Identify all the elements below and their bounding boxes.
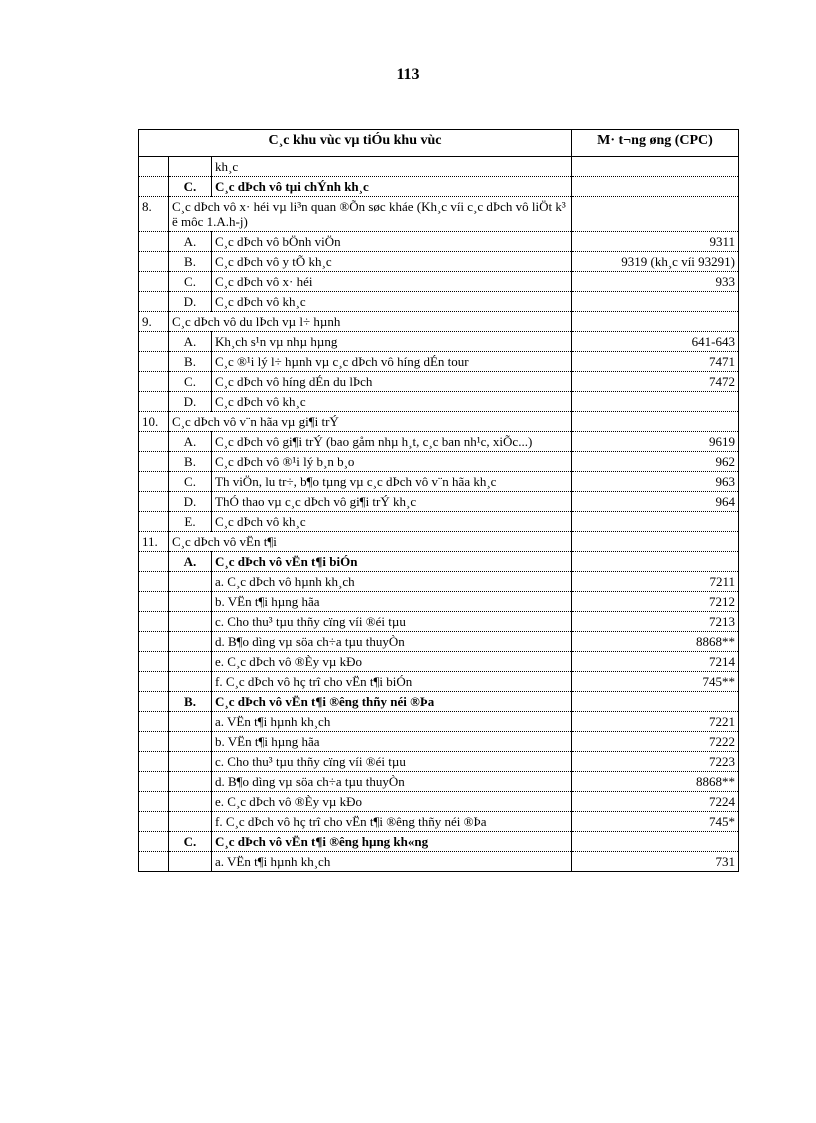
row-number bbox=[139, 232, 169, 252]
table-row bbox=[139, 252, 739, 272]
table-row bbox=[139, 572, 739, 592]
row-letter: A. bbox=[169, 552, 212, 572]
row-number bbox=[139, 792, 169, 812]
row-name: C¸c ®¹i lý l÷ hµnh vµ c¸c dÞch vô híng dÉn tour bbox=[212, 352, 572, 372]
table-row bbox=[139, 492, 739, 512]
row-letter bbox=[169, 792, 212, 812]
row-name: C¸c dÞch vô ®¹i lý b¸n b¸o bbox=[212, 452, 572, 472]
row-number bbox=[139, 432, 169, 452]
row-name: b. VËn t¶i hµng hãa bbox=[212, 592, 572, 612]
table-row bbox=[139, 197, 739, 232]
row-number bbox=[139, 472, 169, 492]
row-cpc-code: 7212 bbox=[572, 592, 739, 612]
table-row bbox=[139, 592, 739, 612]
row-letter: B. bbox=[169, 692, 212, 712]
row-cpc-code bbox=[572, 157, 739, 177]
cpc-table bbox=[138, 129, 739, 872]
row-number: 10. bbox=[139, 412, 169, 432]
row-number bbox=[139, 732, 169, 752]
table-row bbox=[139, 352, 739, 372]
row-letter bbox=[169, 712, 212, 732]
row-letter: C. bbox=[169, 832, 212, 852]
row-number bbox=[139, 492, 169, 512]
table-row bbox=[139, 412, 739, 432]
table-row bbox=[139, 452, 739, 472]
row-number bbox=[139, 692, 169, 712]
table-row bbox=[139, 472, 739, 492]
table-row bbox=[139, 792, 739, 812]
row-number bbox=[139, 772, 169, 792]
row-cpc-code bbox=[572, 532, 739, 552]
table-row bbox=[139, 312, 739, 332]
row-number bbox=[139, 512, 169, 532]
row-name: f. C¸c dÞch vô hç trî cho vËn t¶i biÓn bbox=[212, 672, 572, 692]
row-number bbox=[139, 272, 169, 292]
row-letter: B. bbox=[169, 252, 212, 272]
row-name: C¸c dÞch vô híng dÉn du lÞch bbox=[212, 372, 572, 392]
table-row bbox=[139, 852, 739, 872]
row-number bbox=[139, 612, 169, 632]
table-row bbox=[139, 292, 739, 312]
header-cpc: M· t¬ng øng (CPC) bbox=[572, 130, 739, 157]
table-row bbox=[139, 432, 739, 452]
row-name: kh¸c bbox=[212, 157, 572, 177]
table-row bbox=[139, 672, 739, 692]
row-cpc-code: 933 bbox=[572, 272, 739, 292]
table-row bbox=[139, 512, 739, 532]
table-row bbox=[139, 177, 739, 197]
row-name: C¸c dÞch vô tµi chÝnh kh¸c bbox=[212, 177, 572, 197]
row-cpc-code bbox=[572, 552, 739, 572]
table-header-row bbox=[139, 130, 739, 157]
row-letter bbox=[169, 812, 212, 832]
row-number bbox=[139, 632, 169, 652]
table-row bbox=[139, 332, 739, 352]
row-number bbox=[139, 452, 169, 472]
row-letter bbox=[169, 157, 212, 177]
row-name: c. Cho thu³ tµu thñy cïng víi ®éi tµu bbox=[212, 612, 572, 632]
row-cpc-code bbox=[572, 292, 739, 312]
row-letter: B. bbox=[169, 352, 212, 372]
row-cpc-code: 9319 (kh¸c víi 93291) bbox=[572, 252, 739, 272]
row-number bbox=[139, 652, 169, 672]
row-letter bbox=[169, 592, 212, 612]
row-number: 8. bbox=[139, 197, 169, 232]
row-name: C¸c dÞch vô gi¶i trÝ (bao gåm nhµ h¸t, c¸c ban nh¹c, xiÕc...) bbox=[212, 432, 572, 452]
table-row bbox=[139, 692, 739, 712]
row-letter: D. bbox=[169, 492, 212, 512]
row-cpc-code: 7224 bbox=[572, 792, 739, 812]
row-letter bbox=[169, 772, 212, 792]
row-cpc-code: 9311 bbox=[572, 232, 739, 252]
row-name: b. VËn t¶i hµng hãa bbox=[212, 732, 572, 752]
row-letter bbox=[169, 632, 212, 652]
row-name: Kh¸ch s¹n vµ nhµ hµng bbox=[212, 332, 572, 352]
row-letter bbox=[169, 652, 212, 672]
row-cpc-code: 7221 bbox=[572, 712, 739, 732]
table-row bbox=[139, 812, 739, 832]
row-cpc-code bbox=[572, 312, 739, 332]
row-number bbox=[139, 177, 169, 197]
row-name: f. C¸c dÞch vô hç trî cho vËn t¶i ®êng thñy néi ®Þa bbox=[212, 812, 572, 832]
row-cpc-code: 7223 bbox=[572, 752, 739, 772]
table-row bbox=[139, 752, 739, 772]
row-name: C¸c dÞch vô y tÕ kh¸c bbox=[212, 252, 572, 272]
row-cpc-code: 7213 bbox=[572, 612, 739, 632]
table-row bbox=[139, 532, 739, 552]
table-row bbox=[139, 652, 739, 672]
row-letter: A. bbox=[169, 432, 212, 452]
row-letter bbox=[169, 672, 212, 692]
table-row bbox=[139, 372, 739, 392]
row-cpc-code: 745** bbox=[572, 672, 739, 692]
row-letter: C. bbox=[169, 372, 212, 392]
page-number: 113 bbox=[396, 66, 420, 83]
row-number bbox=[139, 552, 169, 572]
row-name: a. VËn t¶i hµnh kh¸ch bbox=[212, 852, 572, 872]
row-name: d. B¶o dìng vµ söa ch÷a tµu thuyÒn bbox=[212, 632, 572, 652]
row-cpc-code: 963 bbox=[572, 472, 739, 492]
table-row bbox=[139, 732, 739, 752]
row-cpc-code bbox=[572, 177, 739, 197]
row-cpc-code bbox=[572, 512, 739, 532]
row-cpc-code bbox=[572, 692, 739, 712]
table-row bbox=[139, 232, 739, 252]
row-number: 9. bbox=[139, 312, 169, 332]
row-number bbox=[139, 592, 169, 612]
row-cpc-code: 641-643 bbox=[572, 332, 739, 352]
row-letter: E. bbox=[169, 512, 212, 532]
row-cpc-code bbox=[572, 832, 739, 852]
row-cpc-code: 7211 bbox=[572, 572, 739, 592]
row-number bbox=[139, 332, 169, 352]
row-name: C¸c dÞch vô v¨n hãa vµ gi¶i trÝ bbox=[169, 412, 572, 432]
row-cpc-code bbox=[572, 392, 739, 412]
row-name: C¸c dÞch vô x· héi bbox=[212, 272, 572, 292]
row-number bbox=[139, 712, 169, 732]
row-letter: D. bbox=[169, 292, 212, 312]
row-name: C¸c dÞch vô vËn t¶i biÓn bbox=[212, 552, 572, 572]
table-row bbox=[139, 272, 739, 292]
row-name: C¸c dÞch vô vËn t¶i ®êng thñy néi ®Þa bbox=[212, 692, 572, 712]
row-letter: A. bbox=[169, 232, 212, 252]
row-number bbox=[139, 252, 169, 272]
row-letter bbox=[169, 732, 212, 752]
table-body bbox=[139, 157, 739, 872]
row-letter: C. bbox=[169, 272, 212, 292]
row-cpc-code: 731 bbox=[572, 852, 739, 872]
row-name: e. C¸c dÞch vô ®Èy vµ kÐo bbox=[212, 652, 572, 672]
row-number bbox=[139, 292, 169, 312]
row-number bbox=[139, 812, 169, 832]
table-row bbox=[139, 552, 739, 572]
row-number bbox=[139, 672, 169, 692]
row-name: ThÓ thao vµ c¸c dÞch vô gi¶i trÝ kh¸c bbox=[212, 492, 572, 512]
row-cpc-code: 962 bbox=[572, 452, 739, 472]
row-letter bbox=[169, 852, 212, 872]
row-name: C¸c dÞch vô x· héi vµ li³n quan ®Õn søc kháe (Kh¸c víi c¸c dÞch vô liÖt k³ ë môc 1.A.h-j) bbox=[169, 197, 572, 232]
row-number bbox=[139, 157, 169, 177]
row-number bbox=[139, 392, 169, 412]
row-cpc-code bbox=[572, 412, 739, 432]
row-name: C¸c dÞch vô kh¸c bbox=[212, 392, 572, 412]
row-number: 11. bbox=[139, 532, 169, 552]
row-name: C¸c dÞch vô kh¸c bbox=[212, 512, 572, 532]
table-row bbox=[139, 712, 739, 732]
row-cpc-code: 964 bbox=[572, 492, 739, 512]
row-letter: C. bbox=[169, 177, 212, 197]
row-name: e. C¸c dÞch vô ®Èy vµ kÐo bbox=[212, 792, 572, 812]
row-name: c. Cho thu³ tµu thñy cïng víi ®éi tµu bbox=[212, 752, 572, 772]
row-name: Th viÖn, lu tr÷, b¶o tµng vµ c¸c dÞch vô v¨n hãa kh¸c bbox=[212, 472, 572, 492]
table-row bbox=[139, 632, 739, 652]
row-cpc-code: 7222 bbox=[572, 732, 739, 752]
header-sector: C¸c khu vùc vµ tiÓu khu vùc bbox=[139, 130, 572, 157]
row-name: C¸c dÞch vô kh¸c bbox=[212, 292, 572, 312]
row-letter bbox=[169, 572, 212, 592]
row-cpc-code: 8868** bbox=[572, 632, 739, 652]
table-row bbox=[139, 392, 739, 412]
table-row bbox=[139, 832, 739, 852]
row-number bbox=[139, 832, 169, 852]
row-number bbox=[139, 372, 169, 392]
row-number bbox=[139, 852, 169, 872]
row-number bbox=[139, 572, 169, 592]
table-row bbox=[139, 772, 739, 792]
row-cpc-code bbox=[572, 197, 739, 232]
row-cpc-code: 7214 bbox=[572, 652, 739, 672]
row-name: C¸c dÞch vô vËn t¶i ®êng hµng kh«ng bbox=[212, 832, 572, 852]
row-name: C¸c dÞch vô vËn t¶i bbox=[169, 532, 572, 552]
row-letter: A. bbox=[169, 332, 212, 352]
row-cpc-code: 9619 bbox=[572, 432, 739, 452]
table-row bbox=[139, 157, 739, 177]
row-name: d. B¶o dìng vµ söa ch÷a tµu thuyÒn bbox=[212, 772, 572, 792]
row-letter: B. bbox=[169, 452, 212, 472]
row-letter bbox=[169, 612, 212, 632]
row-name: a. C¸c dÞch vô hµnh kh¸ch bbox=[212, 572, 572, 592]
row-cpc-code: 745* bbox=[572, 812, 739, 832]
row-number bbox=[139, 352, 169, 372]
table-row bbox=[139, 612, 739, 632]
row-name: C¸c dÞch vô du lÞch vµ l÷ hµnh bbox=[169, 312, 572, 332]
row-cpc-code: 7472 bbox=[572, 372, 739, 392]
row-name: C¸c dÞch vô bÖnh viÖn bbox=[212, 232, 572, 252]
row-cpc-code: 7471 bbox=[572, 352, 739, 372]
row-letter: D. bbox=[169, 392, 212, 412]
row-name: a. VËn t¶i hµnh kh¸ch bbox=[212, 712, 572, 732]
row-cpc-code: 8868** bbox=[572, 772, 739, 792]
row-letter: C. bbox=[169, 472, 212, 492]
row-number bbox=[139, 752, 169, 772]
row-letter bbox=[169, 752, 212, 772]
